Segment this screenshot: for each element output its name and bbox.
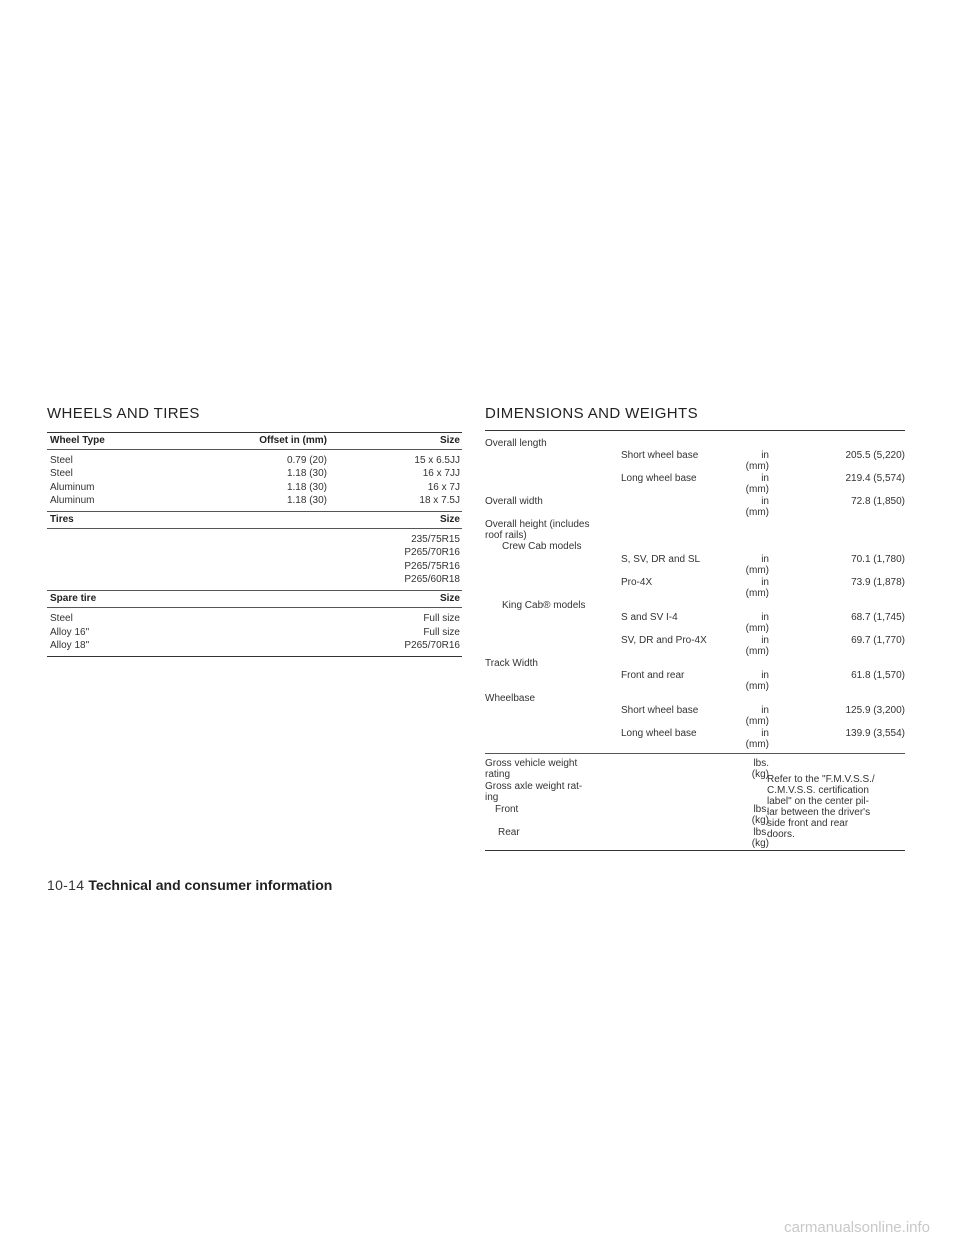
label-s-sv-i4: S and SV I-4 (621, 612, 678, 623)
cell-offset: 1.18 (30) (286, 481, 327, 493)
label-long-wheel-base: Long wheel base (621, 473, 697, 484)
value-king-cab-2: 69.7 (1,770) (851, 635, 905, 646)
dimensions-weights-table (485, 430, 905, 851)
cell-type: Aluminum (50, 481, 95, 493)
unit-mm: (mm) (745, 681, 769, 692)
header-wheel-type: Wheel Type (50, 435, 105, 446)
label-overall-height-2: roof rails) (485, 530, 527, 541)
label-wheelbase: Wheelbase (485, 693, 536, 704)
unit-mm: (mm) (745, 623, 769, 634)
unit-kg: (kg) (751, 815, 769, 826)
cell-type: Alloy 18" (50, 639, 90, 651)
cell-offset: 0.79 (20) (286, 455, 327, 466)
label-front-and-rear: Front and rear (621, 670, 685, 681)
spare-tire-header (47, 590, 462, 608)
unit-in: in (761, 450, 769, 461)
cell-offset: 1.18 (30) (286, 494, 327, 506)
label-wb-long: Long wheel base (621, 728, 697, 739)
unit-in: in (761, 612, 769, 623)
label-overall-height: Overall height (includes (485, 519, 590, 530)
table-row (47, 546, 462, 559)
value-wheelbase-short: 125.9 (3,200) (845, 705, 905, 716)
table-row (47, 533, 462, 546)
value-wheelbase-long: 139.9 (3,554) (845, 728, 905, 739)
label-gawr: Gross axle weight rat- (485, 781, 583, 792)
unit-kg: (kg) (751, 838, 769, 849)
header-spare-size: Size (439, 593, 460, 605)
label-overall-length: Overall length (485, 438, 547, 449)
unit-in: in (761, 635, 769, 646)
tire-size: P265/75R16 (404, 560, 460, 572)
unit-mm: (mm) (745, 507, 769, 518)
cell-size: 15 x 6.5JJ (414, 455, 460, 466)
label-s-sv-dr-sl: S, SV, DR and SL (621, 554, 701, 565)
label-gvwr: Gross vehicle weight (485, 758, 578, 769)
table-row (47, 481, 462, 494)
value-overall-width: 72.8 (1,850) (851, 496, 905, 507)
cell-size: Full size (423, 613, 460, 625)
cell-type: Steel (50, 468, 73, 480)
unit-mm: (mm) (745, 739, 769, 750)
footer-title: Technical and consumer information (88, 877, 333, 893)
cell-size: Full size (423, 626, 460, 638)
cell-size: 18 x 7.5J (419, 494, 460, 506)
table-row (47, 454, 462, 467)
cell-size: P265/70R16 (404, 639, 460, 651)
label-pro4x: Pro-4X (621, 577, 653, 588)
note-line-3: label" on the center pil- (767, 796, 869, 807)
cell-type: Alloy 16" (50, 626, 90, 638)
header-tires-size: Size (439, 514, 460, 526)
unit-mm: (mm) (745, 484, 769, 495)
label-king-cab: King Cab® models (502, 600, 586, 611)
tire-size: 235/75R15 (411, 534, 460, 546)
header-spare-tire: Spare tire (50, 593, 97, 605)
unit-lbs: lbs. (753, 758, 769, 769)
unit-mm: (mm) (745, 716, 769, 727)
table-row (47, 560, 462, 573)
header-size: Size (439, 435, 460, 446)
unit-in: in (761, 496, 769, 507)
table-row (47, 467, 462, 480)
label-sv-dr-pro4x: SV, DR and Pro-4X (621, 635, 707, 646)
label-short-wheel-base: Short wheel base (621, 450, 699, 461)
label-crew-cab: Crew Cab models (502, 541, 582, 552)
unit-mm: (mm) (745, 588, 769, 599)
label-overall-width: Overall width (485, 496, 543, 507)
header-offset: Offset in (mm) (259, 435, 327, 446)
label-front: Front (495, 804, 519, 815)
label-rear: Rear (498, 827, 520, 838)
unit-in: in (761, 728, 769, 739)
wheel-table-header (47, 432, 462, 450)
cell-size: 16 x 7JJ (422, 468, 460, 480)
cell-size: 16 x 7J (427, 481, 460, 493)
table-row (47, 639, 462, 652)
cell-offset: 1.18 (30) (286, 468, 327, 480)
page-number: 10-14 (47, 877, 85, 893)
divider (485, 753, 905, 754)
watermark: carmanualsonline.info (784, 1219, 930, 1236)
header-tires: Tires (50, 514, 74, 526)
unit-in: in (761, 554, 769, 565)
unit-in: in (761, 577, 769, 588)
label-gvwr-2: rating (485, 769, 511, 780)
note-line-2: C.M.V.S.S. certification (767, 785, 869, 796)
tire-size: P265/60R18 (404, 574, 460, 586)
cell-type: Steel (50, 613, 73, 625)
unit-mm: (mm) (745, 646, 769, 657)
value-track-width: 61.8 (1,570) (851, 670, 905, 681)
unit-lbs: lbs. (753, 827, 769, 838)
note-line-1: Refer to the "F.M.V.S.S./ (767, 774, 875, 785)
note-line-4: lar between the driver's (767, 807, 871, 818)
label-gawr-2: ing (485, 792, 499, 803)
dimensions-and-weights-title: DIMENSIONS AND WEIGHTS (485, 405, 698, 422)
table-row (47, 612, 462, 625)
unit-in: in (761, 473, 769, 484)
page-footer (47, 877, 332, 893)
cell-type: Aluminum (50, 494, 95, 506)
value-overall-length-long: 219.4 (5,574) (845, 473, 905, 484)
label-track-width: Track Width (485, 658, 538, 669)
table-row (47, 494, 462, 507)
unit-lbs: lbs. (753, 804, 769, 815)
value-crew-cab-1: 70.1 (1,780) (851, 554, 905, 565)
note-line-5: side front and rear (767, 818, 849, 829)
wheel-type-table (47, 432, 462, 657)
unit-mm: (mm) (745, 565, 769, 576)
tire-size: P265/70R16 (404, 547, 460, 559)
unit-kg: (kg) (751, 769, 769, 780)
value-crew-cab-2: 73.9 (1,878) (851, 577, 905, 588)
wheels-and-tires-title: WHEELS AND TIRES (47, 405, 200, 422)
value-king-cab-1: 68.7 (1,745) (851, 612, 905, 623)
label-wb-short: Short wheel base (621, 705, 699, 716)
unit-in: in (761, 705, 769, 716)
table-row (47, 626, 462, 639)
cell-type: Steel (50, 455, 73, 466)
unit-mm: (mm) (745, 461, 769, 472)
value-overall-length-short: 205.5 (5,220) (845, 450, 905, 461)
unit-in: in (761, 670, 769, 681)
tires-header (47, 511, 462, 529)
note-line-6: doors. (767, 829, 795, 840)
table-row (47, 573, 462, 586)
